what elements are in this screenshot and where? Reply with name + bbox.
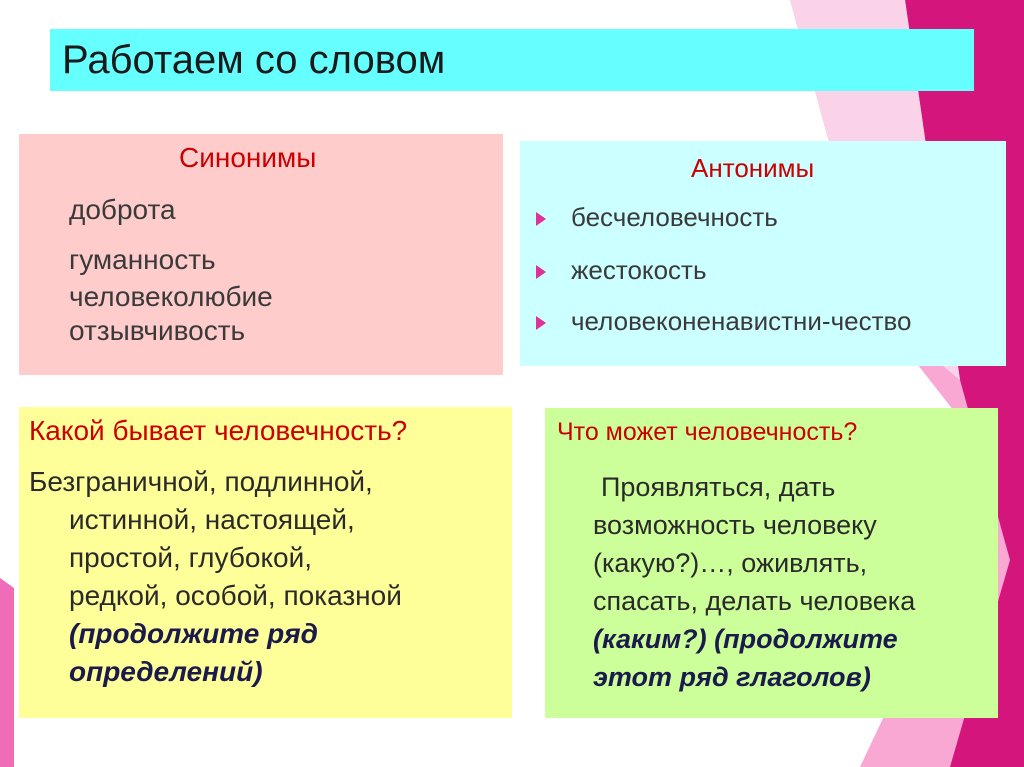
task-note: (каким?) [593,624,707,654]
answer-line-mixed [593,620,915,658]
task-note: этот ряд глаголов) [593,662,871,692]
answer-line: Проявляться, дать [601,472,836,502]
answer-line: возможность человеку [593,510,877,540]
answer-line: Безграничной, подлинной, [29,466,373,497]
task-note: определений) [69,656,263,687]
question2-box [545,408,998,718]
answer-line: (какую?)…, оживлять, [593,548,868,578]
synonym-item: человеколюбие [69,281,273,312]
bullet-arrow-icon [536,212,546,226]
question1-heading: Какой бывает человечность? [29,415,408,446]
synonyms-heading: Синонимы [179,142,317,173]
antonym-item: человеконенавистни-чество [571,306,912,336]
question2-heading: Что может человечность? [557,418,858,446]
question1-answer [29,463,504,691]
answer-line: редкой, особой, показной [69,580,402,611]
bullet-arrow-icon [536,316,546,330]
bullet-arrow-icon [536,265,546,279]
task-note: (продолжите ряд [69,618,318,649]
antonyms-box [520,141,1006,366]
title-bar [50,29,974,91]
question1-box [19,407,512,718]
synonyms-box [19,134,503,375]
antonym-item: бесчеловечность [571,202,778,232]
answer-line: простой, глубокой, [69,542,313,573]
answer-line: истинной, настоящей, [69,504,355,535]
synonym-item: отзывчивость [69,315,246,346]
page-title: Работаем со словом [62,37,446,82]
synonym-item: гуманность [69,244,216,275]
task-note: (продолжите [714,624,898,654]
antonym-item: жестокость [571,255,707,285]
deco-left-stripe [0,578,14,767]
answer-line: спасать, делать человека [593,586,916,616]
synonym-item: доброта [69,194,176,225]
antonyms-heading: Антонимы [691,153,815,183]
question2-answer [593,468,915,696]
